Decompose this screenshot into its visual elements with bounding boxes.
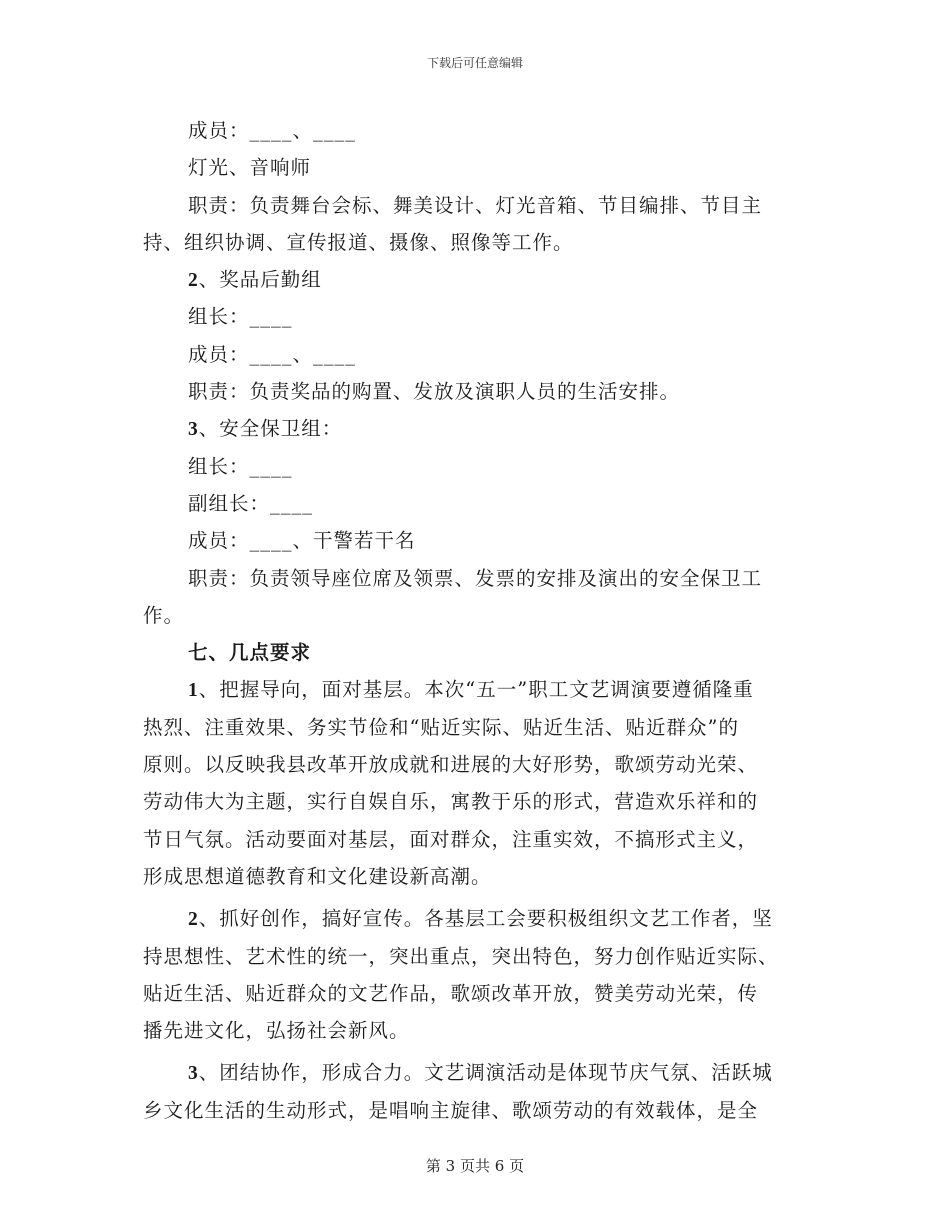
item-text: 、团结协作，形成合力。文艺调演活动是体现节庆气氛、活跃城: [198, 1061, 773, 1085]
section-heading: 七、几点要求: [188, 641, 312, 665]
item-number: 2: [188, 270, 199, 292]
item-text: 、安全保卫组：: [198, 417, 343, 441]
item-number: 3: [188, 419, 199, 441]
page-footer: 第 3 页共 6 页: [425, 1157, 525, 1175]
document-body: [143, 112, 811, 1129]
text-line: 成员：____、____: [188, 119, 357, 142]
subsection-heading: [143, 410, 811, 447]
item-text: 、奖品后勤组: [198, 268, 322, 292]
item-text: 、抓好创作，搞好宣传。各基层工会要积极组织文艺工作者，坚: [198, 907, 773, 931]
text-line: 贴近生活、贴近群众的文艺作品，歌颂改革开放，赞美劳动光荣，传: [143, 981, 759, 1005]
page-header: 下载后可任意编辑: [426, 56, 523, 70]
text-line: 副组长：____: [188, 491, 314, 515]
text-line: 劳动伟大为主题，实行自娱自乐，寓教于乐的形式，营造欢乐祥和的: [143, 790, 759, 814]
text-line: 持、组织协调、宣传报道、摄像、照像等工作。: [143, 230, 574, 254]
text-line: 节日气氛。活动要面对基层，面对群众，注重实效，不搞形式主义，: [143, 827, 759, 851]
paragraph-start: [143, 1054, 811, 1091]
text-line: 播先进文化，弘扬社会新风。: [143, 1019, 410, 1043]
text-line: 成员：____、干警若干名: [188, 529, 416, 553]
paragraph-start: [143, 671, 811, 708]
subsection-heading: [143, 261, 811, 298]
text-line: 组长：____: [188, 454, 293, 478]
paragraph-start: [143, 900, 811, 937]
item-number: 3: [188, 1063, 199, 1085]
text-line: 灯光、音响师: [188, 156, 312, 180]
text-line: 持思想性、艺术性的统一，突出重点，突出特色，努力创作贴近实际、: [143, 944, 779, 968]
text-line: 原则。以反映我县改革开放成就和进展的大好形势，歌颂劳动光荣、: [143, 753, 759, 777]
item-text: 、把握导向，面对基层。本次“五一”职工文艺调演要遵循隆重: [198, 678, 754, 702]
text-line: 成员：____、____: [188, 342, 357, 366]
text-line: 职责：负责领导座位席及领票、发票的安排及演出的安全保卫工: [188, 566, 763, 590]
text-line: 职责：负责舞台会标、舞美设计、灯光音箱、节目编排、节目主: [188, 193, 763, 217]
text-line: 职责：负责奖品的购置、发放及演职人员的生活安排。: [188, 380, 681, 404]
text-line: 组长：____: [188, 305, 293, 329]
item-number: 1: [188, 680, 199, 702]
text-line: 乡文化生活的生动形式，是唱响主旋律、歌颂劳动的有效载体，是全: [143, 1098, 759, 1122]
text-line: 形成思想道德教育和文化建设新高潮。: [143, 864, 492, 888]
text-line: 作。: [143, 603, 185, 627]
item-number: 2: [188, 909, 199, 931]
text-line: 热烈、注重效果、务实节俭和“贴近实际、贴近生活、贴近群众”的: [143, 715, 739, 739]
